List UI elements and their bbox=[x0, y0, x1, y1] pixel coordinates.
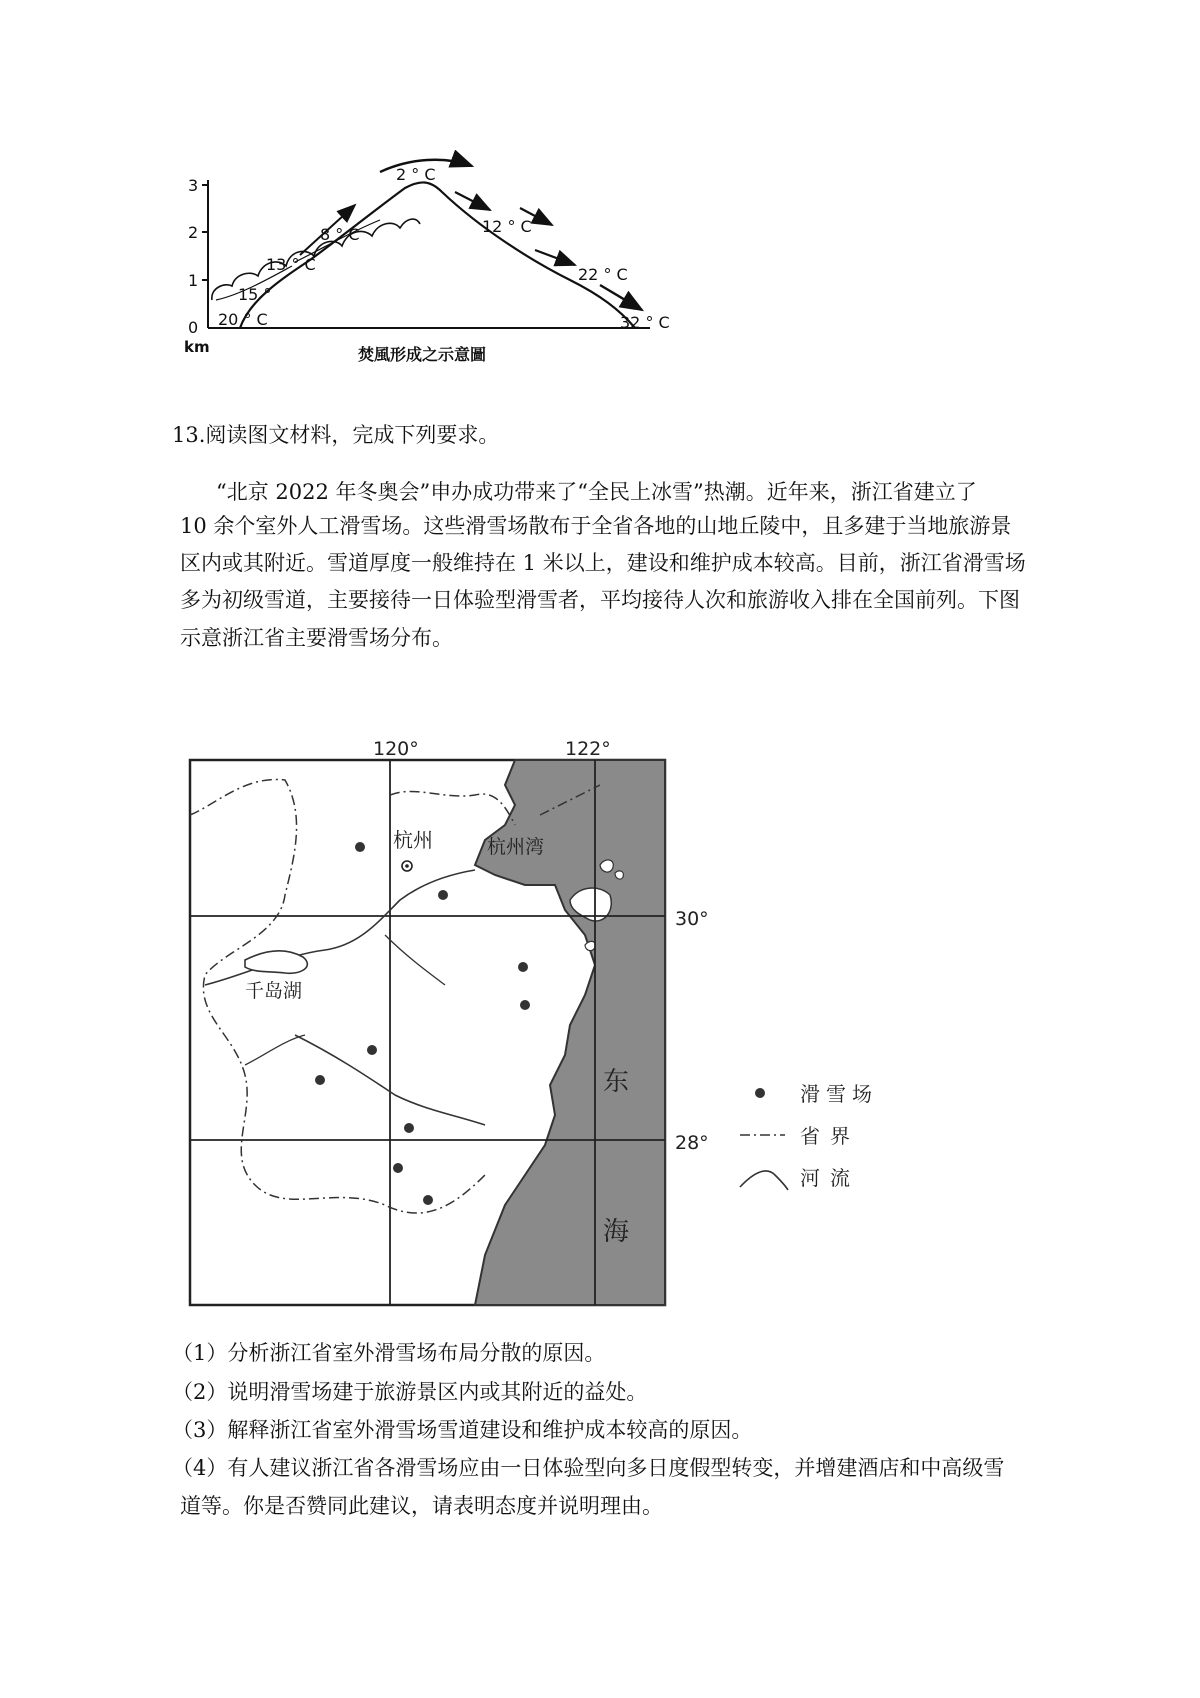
descending-arrow-4 bbox=[600, 285, 642, 310]
y-unit-label: km bbox=[184, 338, 210, 356]
label-lat-28: 28° bbox=[675, 1132, 709, 1154]
ski-resort-dot bbox=[438, 890, 448, 900]
legend-border-label: 省界 bbox=[800, 1124, 860, 1148]
sub-question-4-line-1: （4）有人建议浙江省各滑雪场应由一日体验型向多日度假型转变，并增建酒店和中高级雪 bbox=[172, 1456, 1005, 1480]
paragraph-line-1: “北京 2022 年冬奥会”申办成功带来了“全民上冰雪”热潮。近年来，浙江省建立了 bbox=[216, 480, 977, 504]
foehn-diagram bbox=[180, 150, 740, 400]
temp-label-windward-1: 15 ° bbox=[238, 285, 272, 304]
label-lon-120: 120° bbox=[373, 738, 419, 760]
label-hangzhou: 杭州 bbox=[393, 828, 433, 852]
map-legend bbox=[740, 1082, 878, 1190]
label-qiandao-lake: 千岛湖 bbox=[245, 980, 303, 1002]
temp-label-leeward-1: 22 ° C bbox=[578, 265, 628, 284]
question-heading: 13.阅读图文材料，完成下列要求。 bbox=[172, 423, 500, 447]
ski-resort-dot bbox=[355, 842, 365, 852]
legend-river-icon bbox=[740, 1171, 788, 1190]
label-lat-30: 30° bbox=[675, 908, 709, 930]
ski-resort-dot bbox=[367, 1045, 377, 1055]
paragraph-line-2: 10 余个室外人工滑雪场。这些滑雪场散布于全省各地的山地丘陵中，且多建于当地旅游景 bbox=[180, 514, 1012, 538]
ski-resort-dot bbox=[518, 962, 528, 972]
paragraph-line-5: 示意浙江省主要滑雪场分布。 bbox=[180, 626, 453, 650]
y-tick-0: 0 bbox=[188, 318, 199, 337]
ski-resort-dot bbox=[520, 1000, 530, 1010]
sub-question-4-line-2: 道等。你是否赞同此建议，请表明态度并说明理由。 bbox=[180, 1494, 663, 1518]
zhejiang-ski-map bbox=[185, 735, 895, 1325]
ski-resort-dot bbox=[393, 1163, 403, 1173]
ski-resort-dot bbox=[315, 1075, 325, 1085]
temp-label-leeward-0: 12 ° C bbox=[482, 217, 532, 236]
legend-ski-resort-icon bbox=[755, 1088, 765, 1098]
label-lon-122: 122° bbox=[565, 738, 611, 760]
paragraph-line-3: 区内或其附近。雪道厚度一般维持在 1 米以上，建设和维护成本较高。目前，浙江省滑雪场 bbox=[180, 551, 1026, 575]
temp-label-windward-3: 8 ° C bbox=[320, 225, 360, 244]
ski-resort-dot bbox=[423, 1195, 433, 1205]
temp-label-windward-2: 13 ° C bbox=[266, 255, 316, 274]
y-tick-1: 1 bbox=[188, 271, 199, 290]
label-east-sea-1: 东 bbox=[603, 1067, 630, 1097]
sub-question-1: （1）分析浙江省室外滑雪场布局分散的原因。 bbox=[172, 1341, 606, 1365]
temp-label-leeward-2: 32 ° C bbox=[620, 313, 670, 332]
diagram-title: 焚風形成之示意圖 bbox=[358, 345, 487, 364]
paragraph-line-4: 多为初级雪道，主要接待一日体验型滑雪者，平均接待人次和旅游收入排在全国前列。下图 bbox=[180, 588, 1020, 612]
legend-river-label: 河流 bbox=[800, 1166, 860, 1190]
temp-label-windward-0: 20 ° C bbox=[218, 310, 268, 329]
temp-label-summit: 2 ° C bbox=[396, 165, 436, 184]
descending-arrow-3 bbox=[535, 250, 575, 265]
label-east-sea-2: 海 bbox=[603, 1217, 630, 1247]
y-tick-2: 2 bbox=[188, 223, 199, 242]
ski-resort-dot bbox=[404, 1123, 414, 1133]
sub-question-3: （3）解释浙江省室外滑雪场雪道建设和维护成本较高的原因。 bbox=[172, 1418, 753, 1442]
legend-ski-resort-label: 滑雪场 bbox=[800, 1082, 878, 1106]
y-tick-3: 3 bbox=[188, 176, 199, 195]
sub-question-2: （2）说明滑雪场建于旅游景区内或其附近的益处。 bbox=[172, 1380, 648, 1404]
label-hangzhou-bay: 杭州湾 bbox=[487, 836, 545, 858]
